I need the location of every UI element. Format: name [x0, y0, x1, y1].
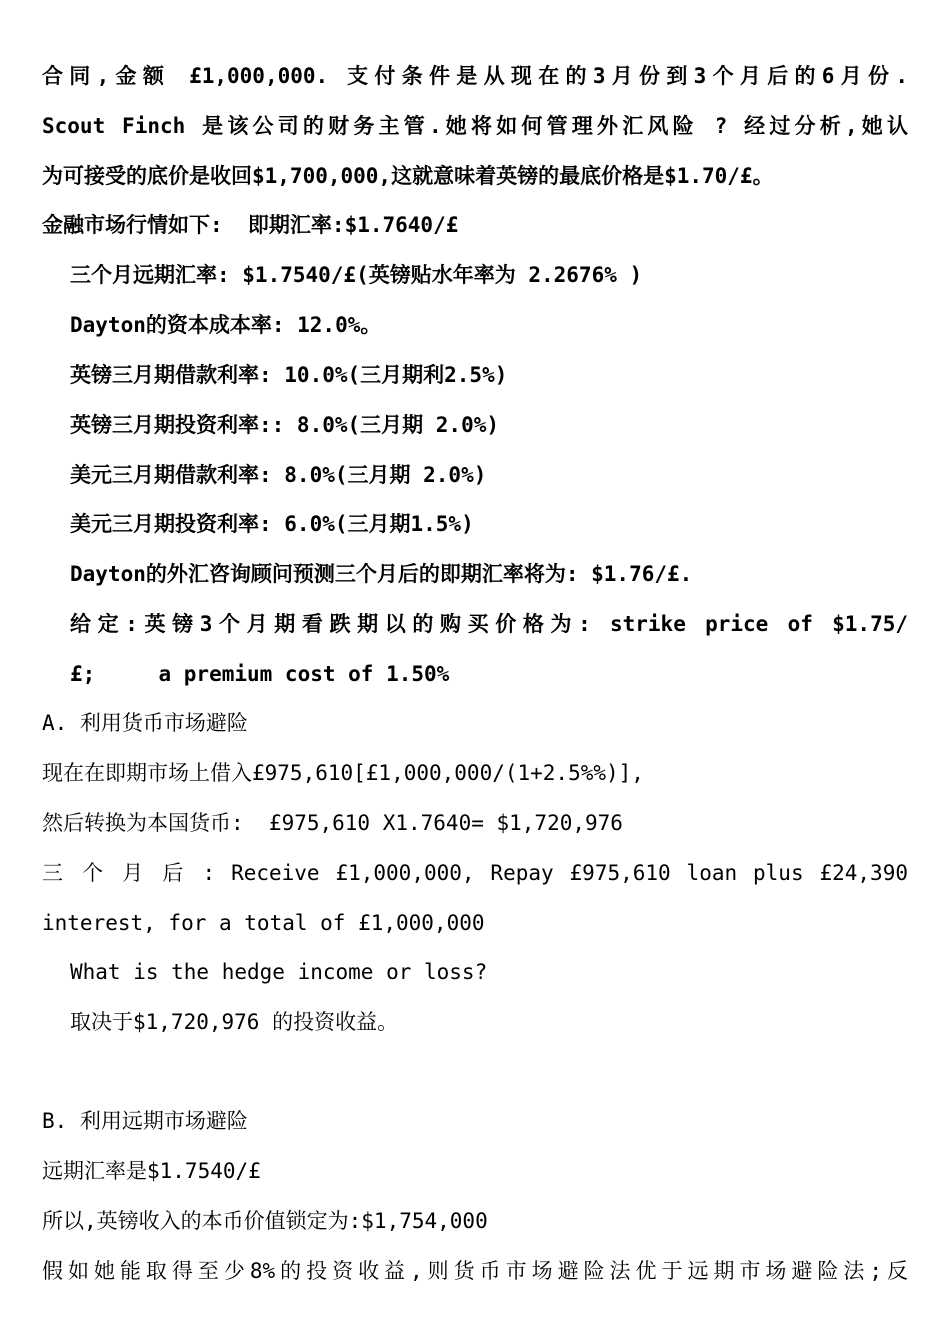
- text-line: Dayton的资本成本率: 12.0%。: [70, 313, 382, 337]
- text-line: 英镑三月期借款利率: 10.0%(三月期利2.5%): [70, 363, 508, 387]
- text-line: 取决于$1,720,976 的投资收益。: [70, 1010, 399, 1034]
- text-line: Scout Finch 是该公司的财务主管.她将如何管理外汇风险 ? 经过分析,她认: [42, 114, 908, 138]
- text-line: 然后转换为本国货币: £975,610 X1.7640= $1,720,976: [42, 811, 623, 835]
- text-line: 合同,金额 £1,000,000. 支付条件是从现在的3月份到3个月后的6月份.: [42, 64, 908, 88]
- text-line: 美元三月期借款利率: 8.0%(三月期 2.0%): [70, 463, 487, 487]
- text-line: 所以,英镑收入的本币价值锁定为:$1,754,000: [42, 1209, 488, 1233]
- text-line: interest, for a total of £1,000,000: [42, 911, 485, 935]
- text-line: 给定:英镑3个月期看跌期以的购买价格为: strike price of $1.75/: [70, 612, 908, 636]
- text-line: 三个月远期汇率: $1.7540/£(英镑贴水年率为 2.2676% ): [70, 263, 643, 287]
- text-line: £; a premium cost of 1.50%: [70, 662, 450, 686]
- text-line: 现在在即期市场上借入£975,610[£1,000,000/(1+2.5%%)],: [42, 761, 644, 785]
- text-line: 英镑三月期投资利率:: 8.0%(三月期 2.0%): [70, 413, 500, 437]
- text-line: What is the hedge income or loss?: [70, 960, 488, 984]
- text-line: 三 个 月 后 : Receive £1,000,000, Repay £975,610 loan plus £24,390: [42, 861, 908, 885]
- text-line: Dayton的外汇咨询顾问预测三个月后的即期汇率将为: $1.76/£.: [70, 562, 693, 586]
- section-heading: A. 利用货币市场避险: [42, 711, 248, 735]
- text-line: 金融市场行情如下: 即期汇率:$1.7640/£: [42, 213, 459, 237]
- text-line: 为可接受的底价是收回$1,700,000,这就意味着英镑的最底价格是$1.70/£。: [42, 164, 774, 188]
- section-heading: B. 利用远期市场避险: [42, 1109, 248, 1133]
- text-line: 假如她能取得至少8%的投资收益,则货币市场避险法优于远期市场避险法;反: [42, 1259, 908, 1283]
- text-line: 美元三月期投资利率: 6.0%(三月期1.5%): [70, 512, 474, 536]
- text-line: 远期汇率是$1.7540/£: [42, 1159, 261, 1183]
